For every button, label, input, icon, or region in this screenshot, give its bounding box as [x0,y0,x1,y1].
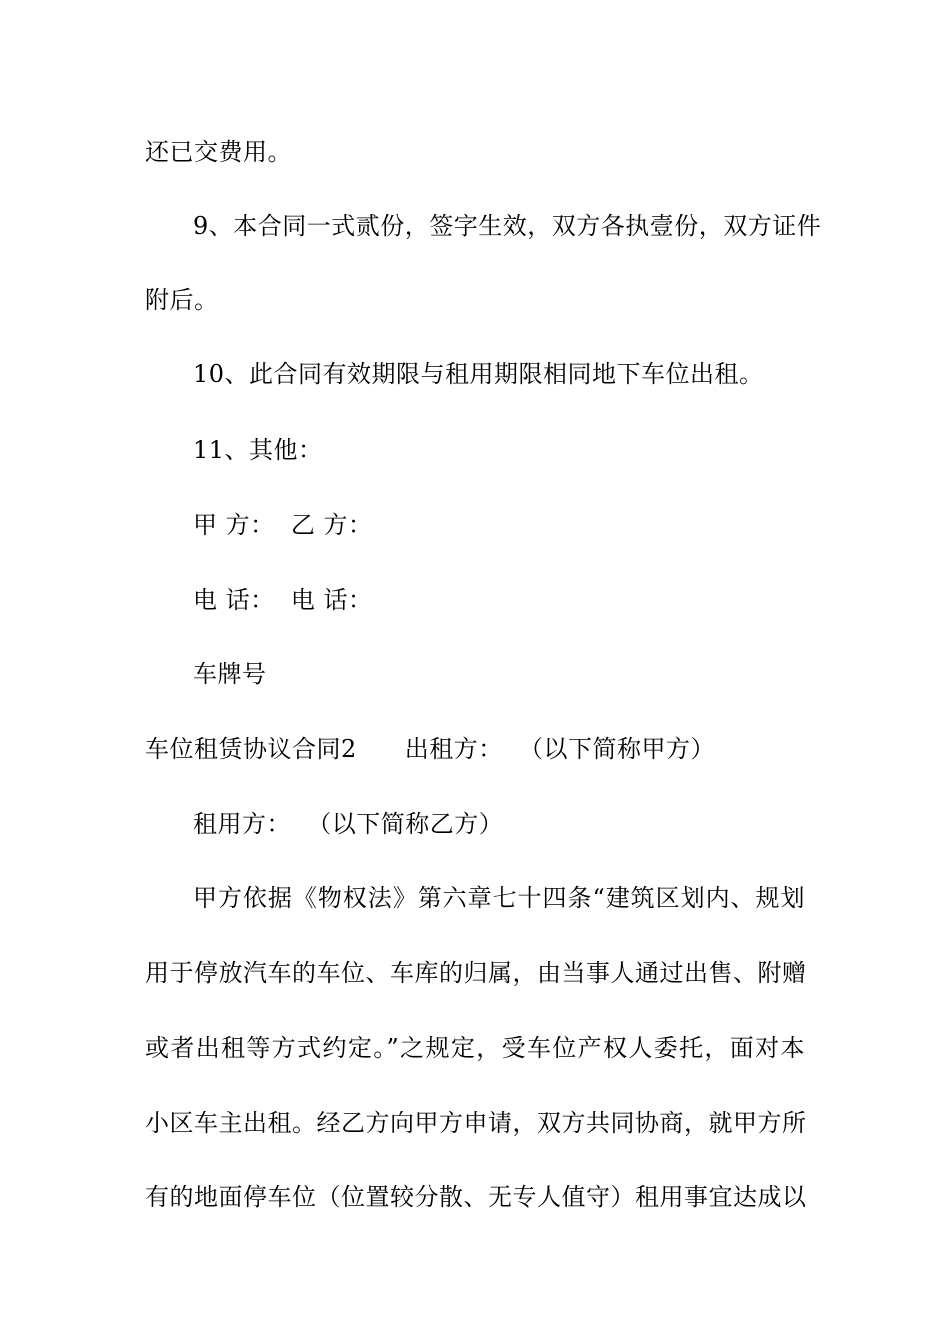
lessee-line: 租用方： （以下简称乙方） [193,810,504,838]
lessor-line: 出租方： （以下简称甲方） [404,735,716,763]
clause-11: 11、其他： [193,436,323,464]
body-paragraph-line-5: 有的地面停车位（位置较分散、无专人值守）租用事宜达成以 [145,1183,807,1211]
party-signature-line: 甲 方： 乙 方： [193,511,373,539]
plate-number-line: 车牌号 [193,660,267,688]
body-paragraph-line-1: 甲方依据《物权法》第六章七十四条“建筑区划内、规划 [193,884,805,912]
body-paragraph-line-3: 或者出租等方式约定。”之规定，受车位产权人委托，面对本 [145,1034,805,1062]
phone-line: 电 话： 电 话： [193,586,373,614]
clause-9-line-2: 附后。 [145,286,219,314]
body-paragraph-line-2: 用于停放汽车的车位、车库的归属，由当事人通过出售、附赠 [145,959,807,987]
contract-title: 车位租赁协议合同2 [145,735,357,763]
clause-10: 10、此合同有效期限与租用期限相同地下车位出租。 [193,360,764,388]
contract-heading-line [145,734,715,764]
body-paragraph-line-4: 小区车主出租。经乙方向甲方申请，双方共同协商，就甲方所 [145,1109,807,1137]
paragraph-line: 还已交费用。 [145,138,292,166]
clause-9-line-1: 9、本合同一式贰份，签字生效，双方各执壹份，双方证件 [193,212,822,240]
